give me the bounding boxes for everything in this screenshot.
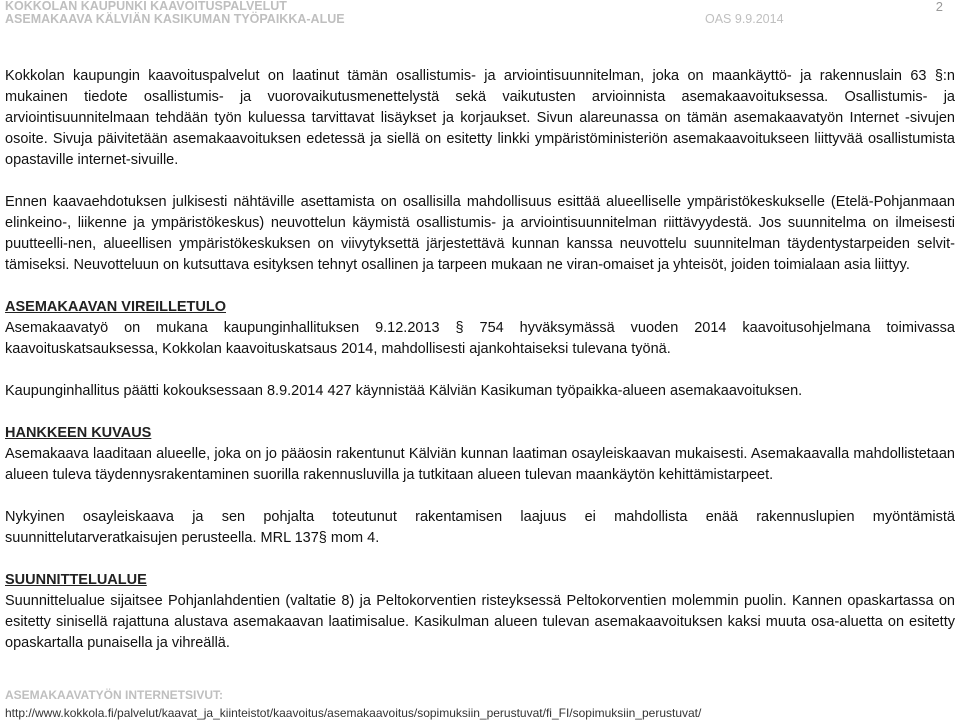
hanke-paragraph-2: Nykyinen osayleiskaava ja sen pohjalta toteutunut rakentamisen laajuus ei mahdollista enää rakennuslupien myöntämistä suunnittelutarveratkaisujen perusteella. MRL 137§ mom 4. bbox=[5, 509, 955, 546]
intro-paragraph-2: Ennen kaavaehdotuksen julkisesti nähtäville asettamista on osallisilla mahdollisuus esittää alueelliselle ympäristökeskukselle (Etelä-Pohjanmaan elinkeino-, liikenne ja ympäristökeskus) neuvottelun käymistä osallistumis- ja arviointisuunnitelman riittävyydestä. Jos suunnitelma on ilmeisesti puutteelli-nen, alueellisen ympäristökeskuksen on viivytyksettä järjestettävä kunnan kanssa neuvottelu suunnitelman täydentystarpeiden selvit-tämiseksi. Neuvotteluun on kutsuttava esityksen tehnyt osallinen ja tarpeen mukaan ne viran-omaiset ja yhteisöt, joiden toimialaan asia liittyy. bbox=[5, 194, 955, 273]
intro-paragraph-1: Kokkolan kaupungin kaavoituspalvelut on laatinut tämän osallistumis- ja arviointisuunnitelman, joka on maankäyttö- ja rakennuslain 63 §:n mukainen tiedote osallistumis- ja vuorovaikutusmenettelystä sekä vaikutusten arvioinnista asemakaavoituksessa. Osallistumis- ja arviointisuunnitelmaan tehdään työn kuluessa tarvittavat lisäykset ja korjaukset. Sivun alareunassa on tämän asemakaavatyön Internet -sivujen osoite. Sivuja päivitetään asemakaavoituksen edetessä ja siellä on esitetty linkki ympäristöministeriön asemakaavoitukseen liittyvää osallistumista opastaville internet-sivuille. bbox=[5, 68, 955, 168]
header-project-title: ASEMAKAAVA KÄLVIÄN KASIKUMAN TYÖPAIKKA-ALUE bbox=[5, 12, 345, 26]
section-heading-vireille: ASEMAKAAVAN VIREILLETULO bbox=[5, 299, 226, 315]
page-number: 2 bbox=[935, 0, 943, 14]
document-body bbox=[5, 66, 955, 654]
footer-url-link[interactable]: http://www.kokkola.fi/palvelut/kaavat_ja_kiinteistot/kaavoitus/asemakaavoitus/sopimuksiin_perustuvat/fi_FI/sopimuksiin_perustuvat/ bbox=[5, 706, 702, 720]
page-footer bbox=[5, 686, 955, 722]
footer-title: ASEMAKAAVATYÖN INTERNETSIVUT: bbox=[5, 688, 224, 702]
header-organization: KOKKOLAN KAUPUNKI KAAVOITUSPALVELUT bbox=[5, 0, 287, 13]
vireille-paragraph-2: Kaupunginhallitus päätti kokouksessaan 8.9.2014 427 käynnistää Kälviän Kasikuman työpaikka-alueen asemakaavoituksen. bbox=[5, 383, 803, 399]
hanke-paragraph-1: Asemakaava laaditaan alueelle, joka on jo pääosin rakentunut Kälviän kunnan laatiman osayleiskaavan mukaisesti. Asemakaavalla mahdollistetaan alueen tuleva täydennysrakentaminen suorilla rakennusluvilla ja tutkitaan alueen tulevan maankäytön kehittämistarpeet. bbox=[5, 446, 955, 483]
section-heading-hanke: HANKKEEN KUVAUS bbox=[5, 425, 152, 441]
alue-paragraph-1: Suunnittelualue sijaitsee Pohjanlahdentien (valtatie 8) ja Peltokorventien risteyksessä Peltokorventien molemmin puolin. Kannen opaskartassa on esitetty sinisellä rajattuna alustava asemakaavan laatimisalue. Kasikulman alueen tulevan asemakaavoituksen kaksi muuta osa-aluetta on esitetty opaskartalla punaisella ja vihreällä. bbox=[5, 593, 955, 651]
vireille-paragraph-1: Asemakaavatyö on mukana kaupunginhallituksen 9.12.2013 § 754 hyväksymässä vuoden 2014 kaavoitusohjelmana toimivassa kaavoituskatsauksessa, Kokkolan kaavoituskatsaus 2014, mahdollisesti ajankohtaiseksi tulevana työnä. bbox=[5, 320, 955, 357]
page-header bbox=[5, 0, 955, 30]
section-heading-alue: SUUNNITTELUALUE bbox=[5, 572, 147, 588]
header-date: OAS 9.9.2014 bbox=[705, 12, 784, 26]
